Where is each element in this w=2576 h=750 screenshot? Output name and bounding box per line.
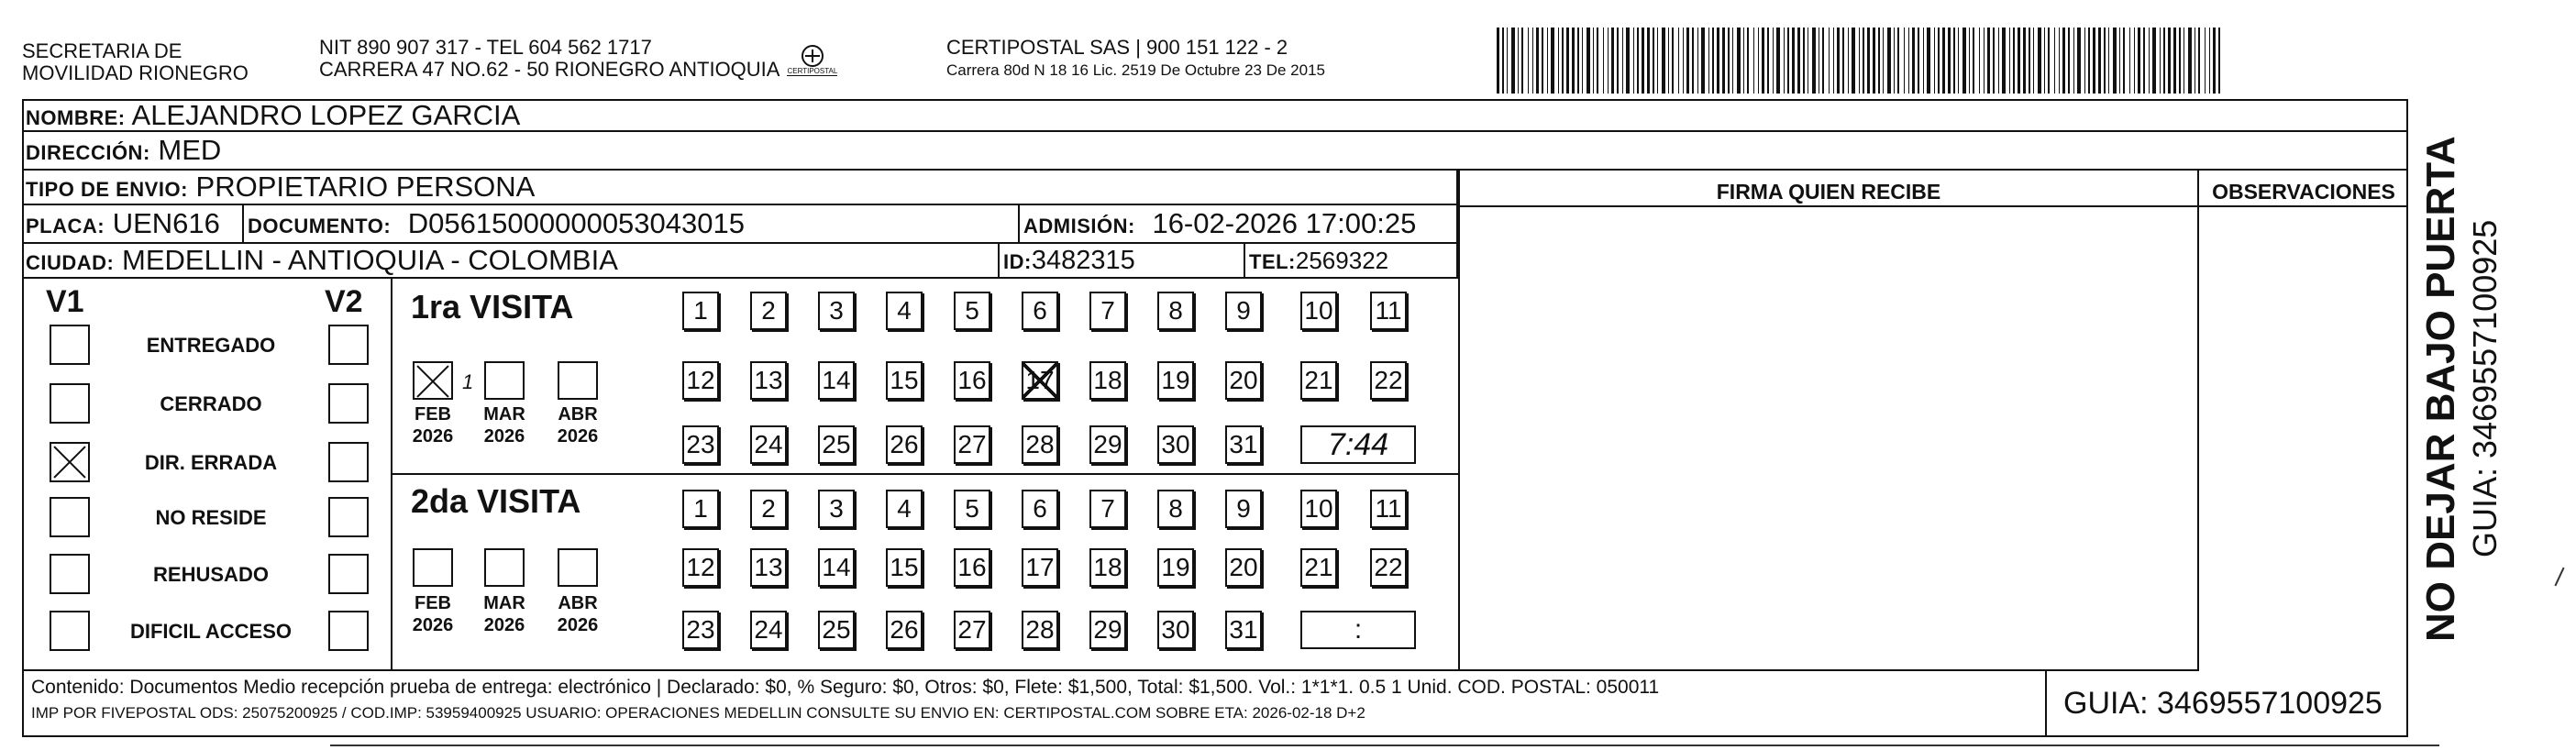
first-day-box[interactable]: 3 — [818, 292, 855, 330]
cell-id — [1000, 244, 1245, 279]
second-day-box[interactable]: 30 — [1157, 611, 1194, 649]
first-visit-title: 1ra VISITA — [411, 288, 574, 325]
footer-contenido: Contenido: Documentos Medio recepción prueba de entrega: electrónico | Declarado: $0, % Seguro: $0, Otros: $0, Flete: $1,500, Total: $1,500. Vol.: 1*1*1. 0.5 1 Unid. COD. POSTAL: 050011 — [31, 677, 1660, 698]
placa-value: UEN616 — [112, 207, 220, 239]
second-day-box[interactable]: 4 — [886, 490, 923, 528]
first-day-box[interactable]: 14 — [818, 361, 855, 400]
second-month-mar-checkbox[interactable] — [484, 548, 525, 587]
v2-checkbox[interactable] — [328, 442, 369, 482]
second-day-box[interactable]: 31 — [1225, 611, 1262, 649]
issuer-contact — [319, 37, 837, 81]
second-month-label-abr — [550, 592, 605, 636]
first-day-box[interactable]: 1 — [682, 292, 719, 330]
issuer-line1: SECRETARIA DE — [22, 39, 182, 62]
first-month-mark: 1 — [462, 370, 474, 393]
first-time-field[interactable]: 7:44 — [1300, 425, 1416, 464]
first-day-box[interactable]: 22 — [1370, 361, 1407, 400]
status-label: ENTREGADO — [146, 334, 276, 357]
first-day-box[interactable]: 19 — [1157, 361, 1194, 400]
scan-edge-mark — [2554, 568, 2564, 587]
second-day-box[interactable]: 21 — [1300, 548, 1337, 587]
id-value: 3482315 — [1031, 246, 1135, 275]
visits-divider-bottom — [22, 669, 2199, 671]
tipo-value: PROPIETARIO PERSONA — [195, 171, 536, 203]
second-day-box[interactable]: 26 — [886, 611, 923, 649]
second-day-box[interactable]: 16 — [954, 548, 990, 587]
v1-checkbox[interactable] — [50, 611, 90, 651]
month-year: 2026 — [412, 615, 454, 635]
second-month-label-feb — [405, 592, 460, 636]
observaciones-header: OBSERVACIONES — [2212, 180, 2395, 204]
second-day-box[interactable]: 20 — [1225, 548, 1262, 587]
v2-checkbox[interactable] — [328, 325, 369, 365]
cell-ciudad — [22, 244, 1000, 279]
month-year: 2026 — [557, 615, 599, 635]
first-day-box[interactable]: 12 — [682, 361, 719, 400]
logo-text: CERTIPOSTAL — [787, 66, 838, 75]
footer-imp: IMP POR FIVEPOSTAL ODS: 25075200925 / COD.IMP: 53959400925 USUARIO: OPERACIONES MEDELLIN CONSULTE SU ENVIO EN: CERTIPOSTAL.COM SOBRE ETA: 2026-02-18 D+2 — [31, 704, 1365, 722]
first-day-box[interactable]: 27 — [954, 425, 990, 464]
v1-label: V1 — [46, 284, 84, 319]
second-day-box[interactable]: 24 — [750, 611, 787, 649]
first-month-label-feb — [405, 403, 460, 447]
second-day-box[interactable]: 29 — [1089, 611, 1126, 649]
second-day-box[interactable]: 5 — [954, 490, 990, 528]
second-day-box[interactable]: 8 — [1157, 490, 1194, 528]
v2-checkbox[interactable] — [328, 383, 369, 424]
admision-label: ADMISIÓN: — [1023, 215, 1135, 237]
month-name: FEB — [415, 593, 451, 613]
v1-checkbox[interactable] — [50, 383, 90, 424]
tipo-label: TIPO DE ENVIO: — [26, 178, 188, 201]
first-day-box[interactable]: 17 — [1022, 361, 1058, 400]
first-month-label-mar — [477, 403, 532, 447]
second-month-label-mar — [477, 592, 532, 636]
ciudad-value: MEDELLIN - ANTIOQUIA - COLOMBIA — [122, 244, 618, 276]
side-guia: GUIA: 3469557100925 — [2466, 219, 2504, 557]
first-day-box[interactable]: 21 — [1300, 361, 1337, 400]
month-name: MAR — [483, 593, 525, 613]
footer-guia: GUIA: 3469557100925 — [2063, 686, 2383, 721]
status-label: DIFICIL ACCESO — [129, 620, 292, 643]
second-day-box[interactable]: 1 — [682, 490, 719, 528]
first-day-box[interactable]: 30 — [1157, 425, 1194, 464]
barcode — [1497, 28, 2225, 94]
cell-placa — [22, 205, 244, 244]
first-day-box[interactable]: 28 — [1022, 425, 1058, 464]
first-day-box[interactable]: 23 — [682, 425, 719, 464]
row-tipo — [22, 171, 1458, 205]
carrier-info — [946, 37, 1325, 79]
issuer-nit: NIT 890 907 317 - TEL 604 562 1717 — [319, 36, 652, 59]
first-day-box[interactable]: 9 — [1225, 292, 1262, 330]
second-day-box[interactable]: 15 — [886, 548, 923, 587]
second-day-box[interactable]: 23 — [682, 611, 719, 649]
scan-edge-line — [330, 744, 2439, 746]
second-day-box[interactable]: 14 — [818, 548, 855, 587]
v2-checkbox[interactable] — [328, 554, 369, 594]
side-warning: NO DEJAR BAJO PUERTA — [2418, 136, 2463, 642]
first-day-box[interactable]: 31 — [1225, 425, 1262, 464]
first-day-box[interactable]: 18 — [1089, 361, 1126, 400]
firma-column — [1458, 171, 2199, 671]
issuer-name — [22, 40, 249, 84]
second-month-feb-checkbox[interactable] — [413, 548, 453, 587]
first-day-box[interactable]: 26 — [886, 425, 923, 464]
second-day-box[interactable]: 28 — [1022, 611, 1058, 649]
row-nombre — [22, 99, 2408, 132]
visits-divider-mid — [391, 473, 1458, 475]
row-direccion — [22, 132, 2408, 171]
visits-divider-left — [391, 279, 392, 671]
second-day-box[interactable]: 13 — [750, 548, 787, 587]
firma-header-rule — [1458, 205, 2408, 207]
v2-label: V2 — [325, 284, 363, 319]
documento-value: D05615000000053043015 — [407, 207, 745, 239]
first-day-box[interactable]: 16 — [954, 361, 990, 400]
nombre-label: NOMBRE: — [26, 106, 126, 129]
issuer-address: CARRERA 47 NO.62 - 50 RIONEGRO ANTIOQUIA — [319, 58, 780, 81]
status-label: NO RESIDE — [155, 506, 267, 529]
second-day-box[interactable]: 11 — [1370, 490, 1407, 528]
second-day-box[interactable]: 12 — [682, 548, 719, 587]
second-day-box[interactable]: 6 — [1022, 490, 1058, 528]
tel-value: 2569322 — [1295, 247, 1389, 274]
v1-checkbox[interactable] — [50, 442, 90, 482]
cell-tel — [1245, 244, 1458, 279]
first-day-box[interactable]: 2 — [750, 292, 787, 330]
second-day-box[interactable]: 3 — [818, 490, 855, 528]
second-day-box[interactable]: 17 — [1022, 548, 1058, 587]
v1-checkbox[interactable] — [50, 554, 90, 594]
first-day-box[interactable]: 5 — [954, 292, 990, 330]
second-day-box[interactable]: 22 — [1370, 548, 1407, 587]
second-visit-title: 2da VISITA — [411, 482, 581, 520]
first-day-box[interactable]: 8 — [1157, 292, 1194, 330]
nombre-value: ALEJANDRO LOPEZ GARCIA — [131, 99, 521, 131]
first-day-box[interactable]: 11 — [1370, 292, 1407, 330]
month-year: 2026 — [412, 426, 454, 447]
first-month-feb-checkbox[interactable] — [413, 361, 453, 400]
second-day-box[interactable]: 7 — [1089, 490, 1126, 528]
status-label: CERRADO — [160, 392, 262, 415]
carrier-name: CERTIPOSTAL SAS | 900 151 122 - 2 — [946, 36, 1288, 59]
first-day-box[interactable]: 13 — [750, 361, 787, 400]
first-day-box[interactable]: 15 — [886, 361, 923, 400]
direccion-value: MED — [158, 134, 222, 166]
first-day-box[interactable]: 7 — [1089, 292, 1126, 330]
second-day-box[interactable]: 9 — [1225, 490, 1262, 528]
ciudad-label: CIUDAD: — [26, 251, 115, 274]
status-label: DIR. ERRADA — [144, 451, 278, 474]
first-day-box[interactable]: 4 — [886, 292, 923, 330]
month-year: 2026 — [483, 426, 525, 447]
first-day-box[interactable]: 6 — [1022, 292, 1058, 330]
status-label: REHUSADO — [153, 563, 269, 586]
cell-admision — [1020, 205, 1458, 244]
v2-checkbox[interactable] — [328, 497, 369, 537]
second-day-box[interactable]: 27 — [954, 611, 990, 649]
cell-documento — [244, 205, 1020, 244]
admision-value: 16-02-2026 17:00:25 — [1152, 207, 1417, 239]
month-name: FEB — [415, 404, 451, 425]
placa-label: PLACA: — [26, 215, 105, 237]
first-day-box[interactable]: 20 — [1225, 361, 1262, 400]
v1-checkbox[interactable] — [50, 497, 90, 537]
first-month-mar-checkbox[interactable] — [484, 361, 525, 400]
direccion-label: DIRECCIÓN: — [26, 141, 150, 164]
second-time-field[interactable]: : — [1300, 611, 1416, 649]
first-month-abr-checkbox[interactable] — [558, 361, 598, 400]
first-day-box[interactable]: 24 — [750, 425, 787, 464]
month-name: MAR — [483, 404, 525, 425]
month-year: 2026 — [483, 615, 525, 635]
second-day-box[interactable]: 10 — [1300, 490, 1337, 528]
month-name: ABR — [558, 593, 598, 613]
second-month-abr-checkbox[interactable] — [558, 548, 598, 587]
carrier-license: Carrera 80d N 18 16 Lic. 2519 De Octubre 23 De 2015 — [946, 61, 1325, 79]
first-day-box[interactable]: 29 — [1089, 425, 1126, 464]
first-day-box[interactable]: 10 — [1300, 292, 1337, 330]
first-month-label-abr — [550, 403, 605, 447]
documento-label: DOCUMENTO: — [248, 215, 392, 237]
id-label: ID: — [1003, 250, 1032, 273]
second-day-box[interactable]: 19 — [1157, 548, 1194, 587]
first-day-box[interactable]: 25 — [818, 425, 855, 464]
second-day-box[interactable]: 2 — [750, 490, 787, 528]
issuer-line2: MOVILIDAD RIONEGRO — [22, 61, 249, 84]
month-name: ABR — [558, 404, 598, 425]
v2-checkbox[interactable] — [328, 611, 369, 651]
firma-header: FIRMA QUIEN RECIBE — [1716, 180, 1941, 204]
month-year: 2026 — [557, 426, 599, 447]
v1-checkbox[interactable] — [50, 325, 90, 365]
second-day-box[interactable]: 25 — [818, 611, 855, 649]
tel-label: TEL: — [1249, 250, 1296, 273]
second-day-box[interactable]: 18 — [1089, 548, 1126, 587]
certipostal-logo — [787, 44, 837, 76]
